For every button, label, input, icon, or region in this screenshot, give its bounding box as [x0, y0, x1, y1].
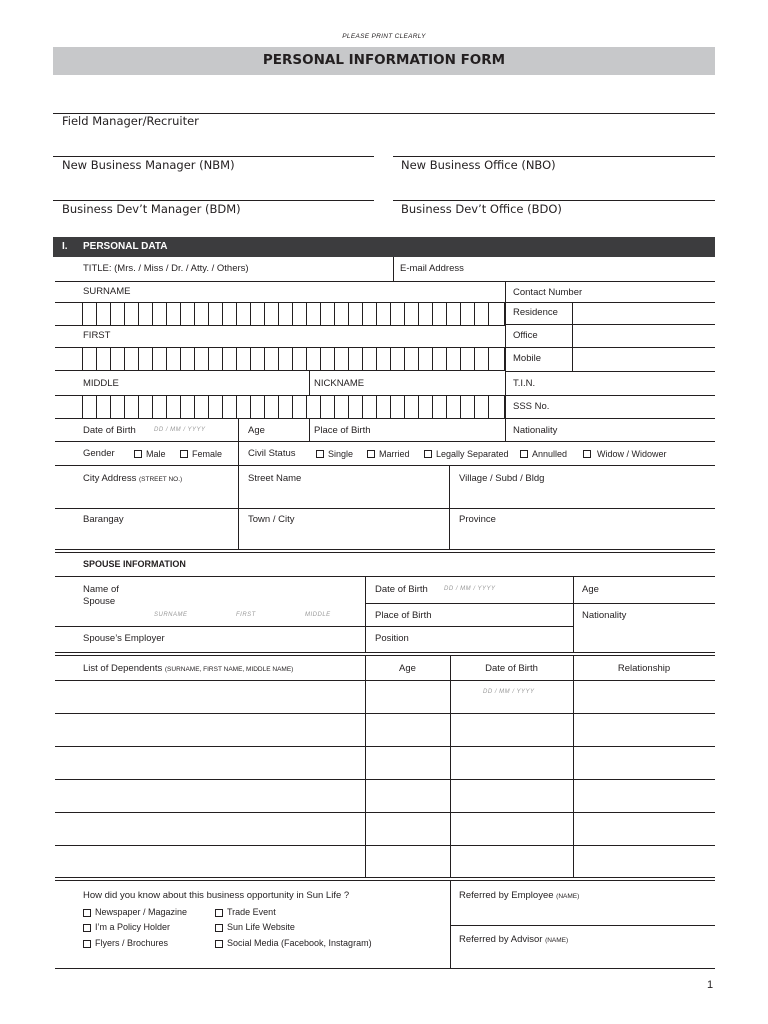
dependent-row[interactable] [55, 780, 715, 812]
sss-label: SSS No. [513, 401, 550, 412]
dependents-relationship-header: Relationship [617, 663, 671, 674]
trade-event-checkbox[interactable] [215, 909, 223, 917]
female-checkbox[interactable] [180, 450, 188, 458]
dependents-age-header: Age [399, 663, 416, 674]
female-label: Female [192, 449, 223, 459]
legally-separated-checkbox[interactable] [424, 450, 432, 458]
surname-label: SURNAME [83, 286, 131, 297]
page-title: PERSONAL INFORMATION FORM [262, 52, 506, 68]
title-label: TITLE: (Mrs. / Miss / Dr. / Atty. / Others) [83, 263, 249, 274]
dependent-row[interactable] [55, 681, 715, 713]
field-manager-line[interactable] [53, 113, 715, 114]
spouse-hint-surname: SURNAME [154, 612, 188, 618]
age-label: Age [248, 425, 265, 436]
spouse-section-title: SPOUSE INFORMATION [83, 559, 186, 569]
newspaper-label: Newspaper / Magazine [95, 907, 188, 917]
website-checkbox[interactable] [215, 924, 223, 932]
spouse-age-label: Age [582, 584, 599, 595]
spouse-dob-label: Date of Birth [375, 584, 428, 595]
middle-label: MIDDLE [83, 378, 119, 389]
section-title: PERSONAL DATA [83, 241, 168, 252]
gender-label: Gender [83, 448, 115, 459]
spouse-dob-hint: DD / MM / YYYY [444, 586, 496, 592]
email-label: E-mail Address [400, 263, 464, 274]
nbm-label: New Business Manager (NBM) [62, 158, 235, 172]
city-address-label: City Address (STREET NO.) [83, 473, 183, 484]
first-name-boxes[interactable] [55, 347, 505, 371]
residence-label: Residence [513, 307, 558, 318]
single-checkbox[interactable] [316, 450, 324, 458]
spouse-hint-middle: MIDDLE [305, 612, 331, 618]
spouse-hint-first: FIRST [236, 612, 256, 618]
section-number: I. [62, 241, 68, 252]
dob-hint: DD / MM / YYYY [154, 427, 206, 433]
dependent-row[interactable] [55, 747, 715, 779]
source-question: How did you know about this business opportunity in Sun Life ? [83, 890, 350, 901]
barangay-label: Barangay [83, 514, 124, 525]
referred-employee-label: Referred by Employee (NAME) [459, 890, 580, 901]
street-name-label: Street Name [248, 473, 302, 484]
spouse-employer-label: Spouse’s Employer [83, 633, 165, 644]
flyers-checkbox[interactable] [83, 940, 91, 948]
page-number: 1 [707, 979, 714, 991]
nickname-label: NICKNAME [314, 378, 365, 389]
referred-advisor-label: Referred by Advisor (NAME) [459, 934, 569, 945]
dependents-label: List of Dependents (SURNAME, FIRST NAME, MIDDLE NAME) [83, 663, 294, 674]
married-label: Married [379, 449, 410, 459]
tin-label: T.I.N. [513, 378, 536, 389]
spouse-name-label: Name of [83, 584, 119, 595]
dependents-dob-hint: DD / MM / YYYY [483, 689, 535, 695]
dependent-row[interactable] [55, 714, 715, 746]
nbo-label: New Business Office (NBO) [401, 158, 556, 172]
middle-name-boxes[interactable] [55, 395, 505, 419]
contact-number-label: Contact Number [513, 287, 583, 298]
married-checkbox[interactable] [367, 450, 375, 458]
dependent-row[interactable] [55, 813, 715, 845]
spouse-name-label-2: Spouse [83, 596, 116, 607]
newspaper-checkbox[interactable] [83, 909, 91, 917]
annulled-checkbox[interactable] [520, 450, 528, 458]
dob-label: Date of Birth [83, 425, 136, 436]
annulled-label: Annulled [532, 449, 568, 459]
spouse-place-of-birth-label: Place of Birth [375, 610, 432, 621]
social-media-label: Social Media (Facebook, Instagram) [227, 938, 372, 948]
bdo-label: Business Dev’t Office (BDO) [401, 202, 562, 216]
trade-event-label: Trade Event [227, 907, 276, 917]
widow-checkbox[interactable] [583, 450, 591, 458]
single-label: Single [328, 449, 354, 459]
male-label: Male [146, 449, 166, 459]
flyers-label: Flyers / Brochures [95, 938, 169, 948]
policy-holder-checkbox[interactable] [83, 924, 91, 932]
province-label: Province [459, 514, 496, 525]
civil-status-label: Civil Status [248, 448, 296, 459]
first-label: FIRST [83, 330, 111, 341]
residence-input[interactable] [573, 303, 715, 324]
spouse-nationality-label: Nationality [582, 610, 627, 621]
policy-holder-label: I’m a Policy Holder [95, 922, 171, 932]
town-city-label: Town / City [248, 514, 295, 525]
male-checkbox[interactable] [134, 450, 142, 458]
office-input[interactable] [573, 325, 715, 347]
dependents-dob-header: Date of Birth [485, 663, 538, 674]
bdm-label: Business Dev’t Manager (BDM) [62, 202, 241, 216]
nationality-label: Nationality [513, 425, 558, 436]
village-label: Village / Subd / Bldg [459, 473, 545, 484]
widow-label: Widow / Widower [597, 449, 667, 459]
dependent-row[interactable] [55, 846, 715, 876]
mobile-label: Mobile [513, 353, 541, 364]
surname-boxes[interactable] [55, 302, 505, 326]
website-label: Sun Life Website [227, 922, 295, 932]
field-manager-label: Field Manager/Recruiter [62, 114, 199, 128]
legally-separated-label: Legally Separated [436, 449, 509, 459]
place-of-birth-label: Place of Birth [314, 425, 371, 436]
office-label: Office [513, 330, 538, 341]
print-notice: PLEASE PRINT CLEARLY [342, 33, 426, 40]
spouse-position-label: Position [375, 633, 409, 644]
mobile-input[interactable] [573, 348, 715, 371]
social-media-checkbox[interactable] [215, 940, 223, 948]
